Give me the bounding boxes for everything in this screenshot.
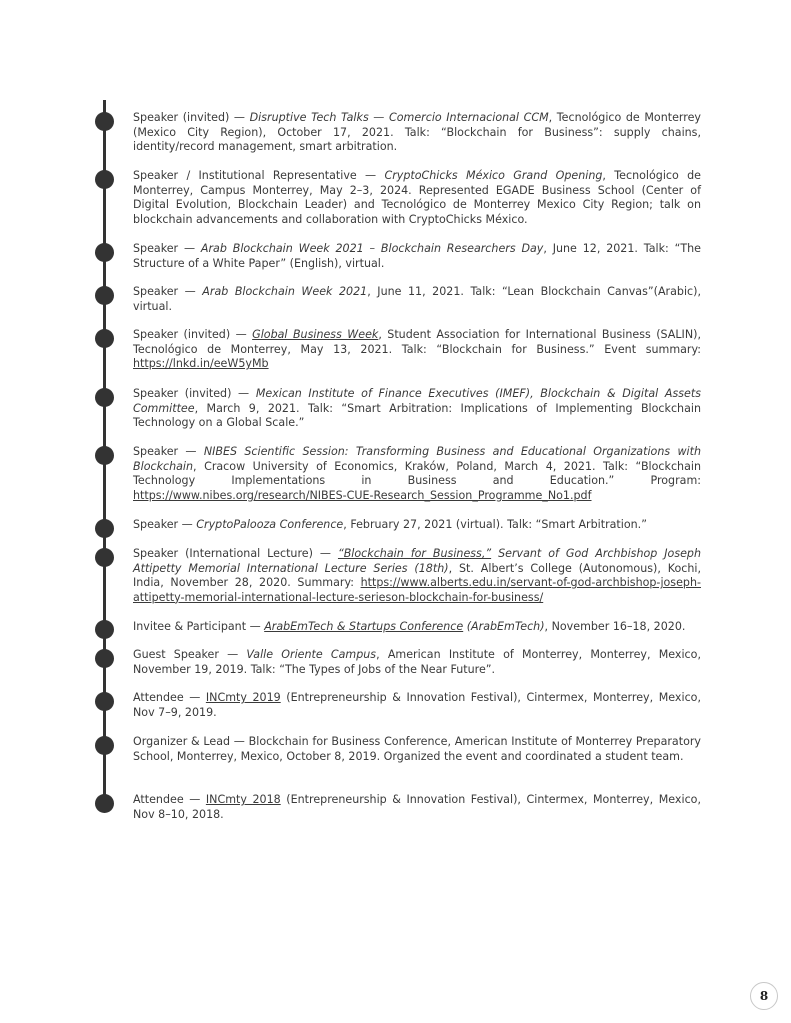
entry-details: , St. Albert’s College (Autonomous), Kochi, India, November 28, 2020. Summary: <box>133 561 701 590</box>
entry-details: , American Institute of Monterrey, Monterrey, Mexico, November 19, 2019. Talk: “The Types of Jobs of the Near Future”. <box>133 648 701 676</box>
event-link[interactable]: Global Business Week <box>252 328 379 341</box>
entry-details: , Tecnológico de Monterrey, Campus Monterrey, May 2–3, 2024. Represented EGADE Business School (Center of Digital Evolution, Blockchain Leader) and Tecnológico de Monterrey Mexico City Region; talk on blockchain advancements and collaboration with CryptoChicks México. <box>133 169 701 226</box>
timeline-dot <box>95 112 114 131</box>
timeline-entry <box>133 169 701 227</box>
timeline-entry <box>133 242 701 271</box>
entry-details: (Entrepreneurship & Innovation Festival), Cintermex, Monterrey, Mexico, Nov 7–9, 2019. <box>133 691 701 719</box>
timeline-dot <box>95 649 114 668</box>
entry-details: , November 16–18, 2020. <box>544 620 686 633</box>
entry-role: Speaker (invited) — <box>133 328 253 341</box>
entry-text: Organizer & Lead — Blockchain for Business Conference, American Institute of Monterrey Preparatory School, Monterrey, Mexico, October 8, 2019. Organized the event and coordinated a student team. <box>133 735 701 763</box>
entry-details: , Tecnológico de Monterrey (Mexico City Region), October 17, 2021. Talk: “Blockchain for Business”: supply chains, identity/record management, smart arbitration. <box>133 111 701 154</box>
entry-event-series: Servant of God Archbishop Joseph Attipetty Memorial International Lecture Series (18th) <box>133 547 701 575</box>
entry-details: , June 12, 2021. Talk: “The Structure of a White Paper” (English), virtual. <box>133 242 701 270</box>
entry-event: Disruptive Tech Talks — Comercio Internacional CCM <box>249 111 549 124</box>
entry-event: Valle Oriente Campus <box>246 648 377 661</box>
timeline-entry <box>133 285 701 314</box>
event-link[interactable]: “Blockchain for Business,” <box>337 547 492 560</box>
timeline-entry <box>133 691 701 720</box>
event-link[interactable]: INCmty 2018 <box>205 793 281 806</box>
timeline-dot <box>95 170 114 189</box>
timeline-dot <box>95 388 114 407</box>
entry-details: , Student Association for International Business (SALIN), Tecnológico de Monterrey, May 13, 2021. Talk: “Blockchain for Business.” Event summary: <box>133 328 701 356</box>
entry-event: NIBES Scientific Session: Transforming Business and Educational Organizations with Blockchain <box>133 445 701 473</box>
timeline-dot <box>95 519 114 538</box>
timeline-entry <box>133 387 701 431</box>
entry-event: Arab Blockchain Week 2021 – Blockchain Researchers Day <box>200 242 544 255</box>
entry-details: , Cracow University of Economics, Kraków, Poland, March 4, 2021. Talk: “Blockchain Technology Implementations in Business and Education.” Program: <box>133 459 701 488</box>
entry-role: Speaker (invited) — <box>133 111 250 124</box>
timeline-entry <box>133 547 701 605</box>
entry-role: Attendee — <box>133 691 206 704</box>
entry-role: Speaker — <box>133 445 204 458</box>
timeline-dot <box>95 329 114 348</box>
entry-role: Invitee & Participant — <box>133 620 265 633</box>
summary-link[interactable]: https://lnkd.in/eeW5yMb <box>133 357 269 371</box>
entry-role: Speaker / Institutional Representative — <box>133 169 385 182</box>
entry-role: Speaker — <box>133 242 201 255</box>
timeline-dot <box>95 548 114 567</box>
entry-details: , June 11, 2021. Talk: “Lean Blockchain Canvas”(Arabic), virtual. <box>133 285 701 313</box>
summary-link[interactable]: https://www.alberts.edu.in/servant-of-god-archbishop-joseph-attipetty-memorial-international-lecture-serieson-blockchain-for-business/ <box>133 576 701 604</box>
entry-event: Mexican Institute of Finance Executives (IMEF), Blockchain & Digital Assets Committee <box>133 387 701 415</box>
program-link[interactable]: https://www.nibes.org/research/NIBES-CUE-Research_Session_Programme_No1.pdf <box>133 488 592 502</box>
timeline-entry <box>133 620 701 635</box>
timeline-dot <box>95 446 114 465</box>
entry-event-abbr: (ArabEmTech) <box>463 620 545 633</box>
entry-event: CryptoPalooza Conference <box>196 518 344 531</box>
timeline-entry <box>133 518 701 533</box>
timeline-entry <box>133 328 701 372</box>
timeline-dot <box>95 243 114 262</box>
entry-role: Speaker (International Lecture) — <box>133 547 338 560</box>
timeline-entry <box>133 111 701 155</box>
entry-role: Attendee — <box>133 793 206 806</box>
timeline-dot <box>95 286 114 305</box>
timeline-entry <box>133 735 701 764</box>
timeline-entry <box>133 793 701 822</box>
entry-role: Speaker — <box>133 285 203 298</box>
timeline-dot <box>95 620 114 639</box>
timeline-entry <box>133 648 701 677</box>
timeline-entry <box>133 445 701 503</box>
entry-role: Speaker (invited) — <box>133 387 256 400</box>
timeline-dot <box>95 692 114 711</box>
entry-event: Arab Blockchain Week 2021 <box>202 285 368 298</box>
timeline-dot <box>95 794 114 813</box>
event-link[interactable]: INCmty 2019 <box>205 691 281 704</box>
page-number: 8 <box>750 982 778 1010</box>
timeline-dot <box>95 736 114 755</box>
entry-details: , February 27, 2021 (virtual). Talk: “Smart Arbitration.” <box>343 518 647 531</box>
entry-details: , March 9, 2021. Talk: “Smart Arbitration: Implications of Implementing Blockchain Technology on a Global Scale.” <box>133 401 701 430</box>
event-link[interactable]: ArabEmTech & Startups Conference <box>264 620 464 633</box>
entry-role: Speaker — <box>133 518 197 531</box>
entry-event: CryptoChicks México Grand Opening <box>384 169 603 182</box>
entry-details: (Entrepreneurship & Innovation Festival), Cintermex, Monterrey, Mexico, Nov 8–10, 2018. <box>133 793 701 821</box>
entry-role: Guest Speaker — <box>133 648 247 661</box>
